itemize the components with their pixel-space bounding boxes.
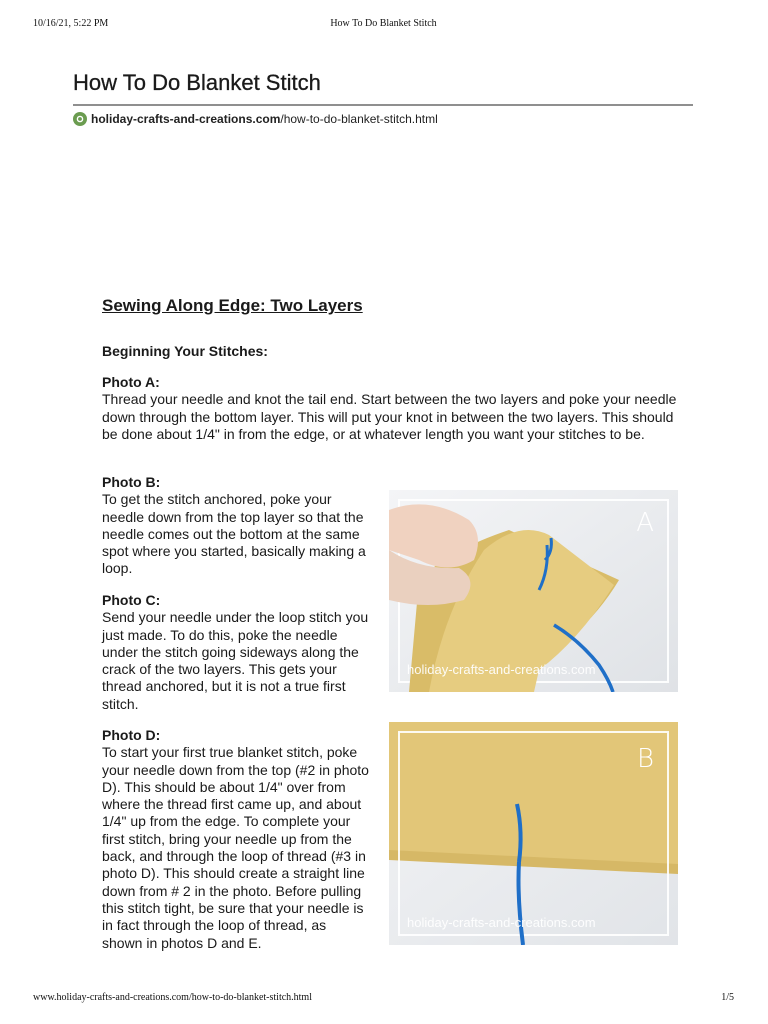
page-title: How To Do Blanket Stitch — [73, 70, 321, 95]
print-page-number: 1/5 — [721, 992, 734, 1003]
step-text: Thread your needle and knot the tail end. Start between the two layers and poke your needle down through the bottom layer. This will put your knot in between the two layers. This should be done about 1/4" in from the edge, or at whatever length you want your stitches to be. — [102, 391, 677, 442]
step-label: Photo D: — [102, 727, 161, 743]
print-datetime: 10/16/21, 5:22 PM — [33, 18, 109, 29]
source-path[interactable]: /how-to-do-blanket-stitch.html — [280, 112, 438, 126]
source-domain[interactable]: holiday-crafts-and-creations.com — [91, 112, 281, 126]
step-photo-d — [102, 727, 370, 952]
step-photo-c — [102, 592, 370, 713]
step-text: To start your first true blanket stitch, poke your needle down from the top (#2 in photo D). This should be about 1/4" over from where the thread first came up, and about 1/4" up from the edge. To complete your first stitch, bring your needle up from the back, and through the loop of thread (#3 in photo D). This should create a straight line down from # 2 in the photo. Before pulling this stitch tight, be sure that your needle is in fact through the loop of thread, as shown in photos D and E. — [102, 744, 369, 951]
photo-a-image — [389, 490, 678, 692]
step-photo-b — [102, 474, 370, 578]
sub-heading: Beginning Your Stitches: — [102, 343, 268, 359]
print-footer — [33, 992, 734, 1006]
site-favicon-icon — [73, 112, 87, 126]
source-link[interactable] — [73, 112, 438, 126]
photo-a-watermark: holiday-crafts-and-creations.com — [407, 662, 596, 677]
print-doc-title: How To Do Blanket Stitch — [330, 18, 437, 29]
photo-a-letter: A — [636, 508, 654, 538]
step-text: To get the stitch anchored, poke your needle down from the top layer so that the needle comes out the bottom at the same spot where you started, basically making a loop. — [102, 491, 366, 577]
title-divider — [73, 104, 693, 106]
photo-b-letter: B — [636, 744, 654, 774]
section-heading: Sewing Along Edge: Two Layers — [102, 296, 363, 315]
step-photo-a — [102, 374, 682, 443]
print-url: www.holiday-crafts-and-creations.com/how-to-do-blanket-stitch.html — [33, 992, 312, 1003]
photo-b-watermark: holiday-crafts-and-creations.com — [407, 915, 596, 930]
photo-b-image — [389, 722, 678, 945]
step-label: Photo A: — [102, 374, 160, 390]
step-text: Send your needle under the loop stitch you just made. To do this, poke the needle under the stitch going sideways along the crack of the two layers. This gets your thread anchored, but it is not a true first stitch. — [102, 609, 369, 712]
step-label: Photo C: — [102, 592, 161, 608]
step-label: Photo B: — [102, 474, 161, 490]
print-header — [33, 18, 734, 32]
